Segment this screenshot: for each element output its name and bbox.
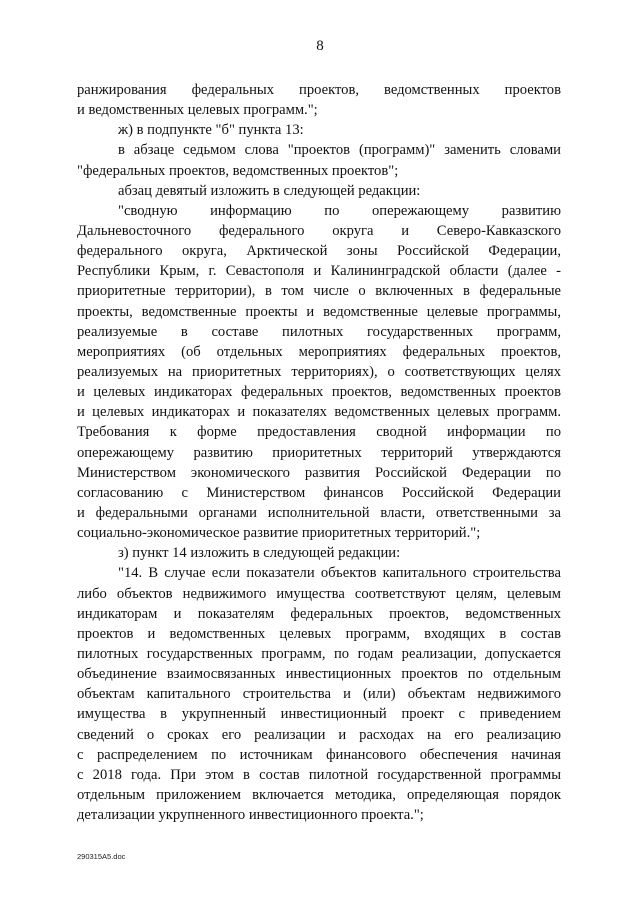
text-line: Республики Крым, г. Севастополя и Калининградской области (далее - — [77, 263, 561, 280]
text-line: Министерством экономического развития Российской Федерации по — [77, 464, 561, 481]
text-line: сведений о сроках его реализации и расходах на его реализацию — [77, 726, 561, 743]
text-line: ранжирования федеральных проектов, ведомственных проектов — [77, 82, 561, 98]
text-line: социально-экономическое развитие приоритетных территорий."; — [77, 525, 481, 542]
text-line: Требования к форме предоставления сводной информации по — [77, 424, 561, 441]
text-line: объединение взаимосвязанных инвестиционных проектов по отдельным — [77, 666, 561, 683]
page-number: 8 — [316, 38, 324, 54]
text-line: абзац девятый изложить в следующей редакции: — [118, 182, 421, 199]
text-line: и федеральными органами исполнительной власти, ответственными за — [77, 504, 561, 521]
footer-filename: 290315А5.doc — [77, 852, 126, 861]
document-body — [77, 80, 561, 825]
text-line: Дальневосточного федерального округа и Северо-Кавказского — [77, 222, 561, 239]
text-line: "сводную информацию по опережающему развитию — [118, 202, 561, 219]
text-line: проекты, ведомственные проекты и ведомственные целевые программы, — [77, 303, 561, 320]
text-line: приоритетные территории), в том числе о включенных в федеральные — [77, 283, 561, 300]
text-line: детализации укрупненного инвестиционного проекта."; — [77, 807, 424, 824]
text-line: объектам капитального строительства и (или) объектам недвижимого — [77, 686, 561, 703]
text-line: опережающему развитию приоритетных территорий утверждаются — [77, 444, 561, 461]
text-line: реализуемых на приоритетных территориях), о соответствующих целях — [77, 363, 561, 380]
text-line: федерального округа, Арктической зоны Российской Федерации, — [77, 243, 561, 260]
text-line: в абзаце седьмом слова "проектов (программ)" заменить словами — [118, 142, 561, 159]
text-line: с распределением по источникам финансового обеспечения начиная — [77, 746, 561, 763]
text-line: проектов и ведомственных целевых программ, входящих в состав — [77, 625, 561, 642]
text-line: с 2018 года. При этом в состав пилотной государственной программы — [77, 766, 561, 783]
text-line: "федеральных проектов, ведомственных проектов"; — [77, 162, 399, 179]
text-line: имущества в укрупненный инвестиционный проект с приведением — [77, 706, 561, 723]
text-line: индикаторам и показателям федеральных проектов, ведомственных — [77, 605, 561, 622]
text-line: мероприятиях (об отдельных мероприятиях федеральных проектов, — [77, 343, 561, 360]
text-line: пилотных государственных программ, по годам реализации, допускается — [77, 645, 561, 662]
text-line: з) пункт 14 изложить в следующей редакции: — [118, 545, 401, 562]
text-line: отдельным приложением включается методика, определяющая порядок — [77, 786, 561, 803]
text-line: реализуемые в составе пилотных государственных программ, — [77, 323, 561, 340]
text-line: "14. В случае если показатели объектов капитального строительства — [118, 565, 561, 582]
text-line: ж) в подпункте "б" пункта 13: — [118, 122, 304, 139]
text-line: либо объектов недвижимого имущества соответствуют целям, целевым — [77, 585, 561, 602]
text-line: и ведомственных целевых программ."; — [77, 102, 318, 119]
text-line: согласованию с Министерством финансов Российской Федерации — [77, 484, 561, 501]
text-line: и целевых индикаторах и показателях ведомственных целевых программ. — [77, 404, 561, 421]
text-line: и целевых индикаторах федеральных проектов, ведомственных проектов — [77, 384, 561, 401]
